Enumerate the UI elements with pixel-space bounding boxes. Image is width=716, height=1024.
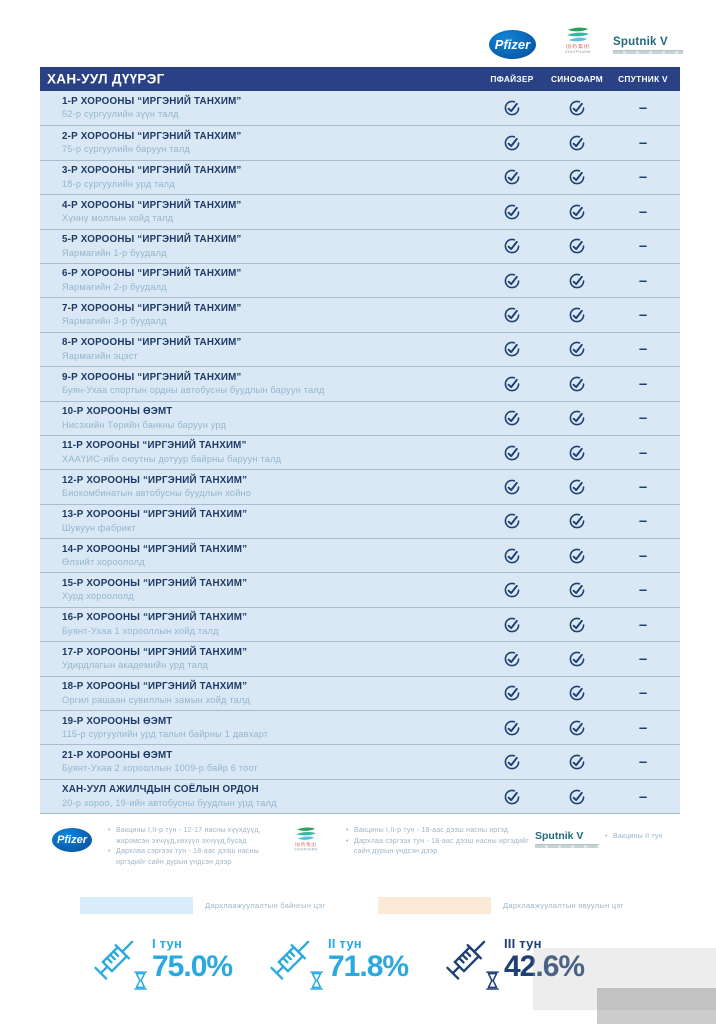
pfizer-availability-icon <box>504 650 521 667</box>
location-title: 9-Р ХОРООНЫ “ИРГЭНИЙ ТАНХИМ” <box>62 371 242 383</box>
table-row <box>40 332 680 366</box>
table-row <box>40 263 680 297</box>
column-header-sputnik: СПУТНИК V <box>618 74 668 84</box>
table-row <box>40 160 680 194</box>
stat-dose-2 <box>262 930 437 1010</box>
sinopharm-logo <box>558 26 598 54</box>
pfizer-logo-small <box>52 828 92 852</box>
pfizer-availability-icon <box>504 100 521 117</box>
dash-icon: – <box>638 99 648 117</box>
sputnik-availability-icon <box>639 341 647 358</box>
footnote-line: • Дархлаа сэргээх тун - 18-аас дээш насны иргэдийг сайн дурын үндсэн дээр <box>108 847 286 868</box>
location-subtitle: 18-р сургуулийн урд талд <box>62 178 175 189</box>
dash-icon: – <box>638 409 648 427</box>
sputnik-availability-icon <box>639 203 647 220</box>
sputnik-availability-icon <box>639 272 647 289</box>
location-subtitle: 115-р сургуулийн урд талын байрны 1 давхарт <box>62 729 269 740</box>
pfizer-availability-icon <box>504 238 521 255</box>
location-title: 6-Р ХОРООНЫ “ИРГЭНИЙ ТАНХИМ” <box>62 268 242 280</box>
sputnik-availability-icon <box>639 410 647 427</box>
sputnik-availability-icon <box>639 513 647 530</box>
sinopharm-availability-icon <box>569 547 586 564</box>
location-title: 16-Р ХОРООНЫ “ИРГЭНИЙ ТАНХИМ” <box>62 612 248 624</box>
dash-icon: – <box>638 478 648 496</box>
dose-label: III тун <box>504 936 542 951</box>
legend-permanent-label: Дархлаажуулалтын байнгын цэг <box>205 901 326 910</box>
pfizer-availability-icon <box>504 616 521 633</box>
location-subtitle: 75-р сургуулийн баруун талд <box>62 144 191 155</box>
sinopharm-availability-icon <box>569 616 586 633</box>
table-row <box>40 504 680 538</box>
location-subtitle: Яармагийн 1-р буудалд <box>62 247 167 258</box>
sinopharm-availability-icon <box>569 272 586 289</box>
pfizer-availability-icon <box>504 582 521 599</box>
district-title: ХАН-УУЛ ДҮҮРЭГ <box>47 71 165 87</box>
watermark <box>597 988 716 1024</box>
legend-permanent-swatch <box>80 897 193 914</box>
sinopharm-swoosh-icon <box>288 826 324 842</box>
dash-icon: – <box>638 306 648 324</box>
pfizer-footnote <box>52 826 292 868</box>
sputnik-availability-icon <box>639 375 647 392</box>
table-row <box>40 779 680 813</box>
dash-icon: – <box>638 719 648 737</box>
dash-icon: – <box>638 444 648 462</box>
pfizer-availability-icon <box>504 685 521 702</box>
hourglass-icon <box>309 970 324 996</box>
sinopharm-availability-icon <box>569 444 586 461</box>
sputnik-logo-small <box>535 830 599 848</box>
dash-icon: – <box>638 203 648 221</box>
location-title: 1-Р ХОРООНЫ “ИРГЭНИЙ ТАНХИМ” <box>62 95 242 107</box>
dash-icon: – <box>638 272 648 290</box>
location-title: 13-Р ХОРООНЫ “ИРГЭНИЙ ТАНХИМ” <box>62 509 248 521</box>
column-header-pfizer: ПФАЙЗЕР <box>490 74 534 84</box>
dash-icon: – <box>638 788 648 805</box>
sputnik-availability-icon <box>639 135 647 152</box>
location-subtitle: Биокомбинатын автобусны буудлын хойно <box>62 488 252 499</box>
district-header-bar <box>40 67 680 91</box>
sinopharm-swoosh-icon <box>558 26 598 44</box>
location-title: 12-Р ХОРООНЫ “ИРГЭНИЙ ТАНХИМ” <box>62 474 248 486</box>
dose-value: 75.0% <box>152 950 233 983</box>
location-subtitle: Буян-Ухаа спортын ордны автобусны буудлын баруун талд <box>62 385 325 396</box>
table-row <box>40 676 680 710</box>
table-row <box>40 435 680 469</box>
column-header-sinopharm: СИНОФАРМ <box>550 74 604 84</box>
pfizer-availability-icon <box>504 135 521 152</box>
sputnik-availability-icon <box>639 478 647 495</box>
sinopharm-availability-icon <box>569 375 586 392</box>
location-title: 21-Р ХОРООНЫ ӨЭМТ <box>62 749 173 761</box>
sinopharm-availability-icon <box>569 100 586 117</box>
dash-icon: – <box>638 616 648 634</box>
sinopharm-footnote <box>288 826 548 858</box>
sputnik-availability-icon <box>639 616 647 633</box>
hourglass-icon <box>133 970 148 996</box>
sputnik-availability-icon <box>639 169 647 186</box>
sputnik-availability-icon <box>639 788 647 805</box>
dash-icon: – <box>638 512 648 530</box>
table-row <box>40 710 680 744</box>
sinopharm-availability-icon <box>569 307 586 324</box>
sputnik-logo-tagline <box>535 844 599 848</box>
location-subtitle: Оргил рашаан сувиллын замын хойд талд <box>62 694 251 705</box>
pfizer-availability-icon <box>504 375 521 392</box>
sputnik-availability-icon <box>639 307 647 324</box>
pfizer-availability-icon <box>504 307 521 324</box>
location-subtitle: 52-р сургуулийн зүүн талд <box>62 109 179 119</box>
pfizer-availability-icon <box>504 513 521 530</box>
location-subtitle: Яармагийн эцэст <box>62 350 138 361</box>
sputnik-availability-icon <box>639 719 647 736</box>
legend-mobile-label: Дархлаажуулалтын явуулын цэг <box>503 901 624 910</box>
location-subtitle: Яармагийн 2-р буудалд <box>62 281 167 292</box>
table-row <box>40 297 680 331</box>
location-title: 15-Р ХОРООНЫ “ИРГЭНИЙ ТАНХИМ” <box>62 577 248 589</box>
pfizer-availability-icon <box>504 444 521 461</box>
dash-icon: – <box>638 340 648 358</box>
footnote-line: • Вакцины I,II-р тун - 12-17 насны хүүхдүүд, жирэмсэн эхчүүд,хөхүүл эхчүүд,бусад <box>108 826 286 847</box>
dash-icon: – <box>638 650 648 668</box>
pfizer-availability-icon <box>504 547 521 564</box>
pfizer-logo <box>489 30 536 59</box>
pfizer-availability-icon <box>504 410 521 427</box>
table-row <box>40 401 680 435</box>
pfizer-availability-icon <box>504 203 521 220</box>
table-row <box>40 194 680 228</box>
location-subtitle: Буянт-Ухаа 2 хорооллын 1009-р байр 6 тоот <box>62 763 258 774</box>
dash-icon: – <box>638 237 648 255</box>
sputnik-logo-tagline <box>613 50 683 54</box>
location-title: ХАН-УУЛ АЖИЛЧДЫН СОЁЛЫН ОРДОН <box>62 784 259 796</box>
sputnik-logo-label: Sputnik V <box>613 36 668 48</box>
sinopharm-availability-icon <box>569 478 586 495</box>
location-subtitle: ХААҮИС-ийн оюутны дотуур байрны баруун талд <box>62 453 282 464</box>
location-subtitle: 20-р хороо, 19-ийн автобусны буудлын урд талд <box>62 797 277 808</box>
location-subtitle: Өлзийт хороололд <box>62 557 145 568</box>
location-title: 7-Р ХОРООНЫ “ИРГЭНИЙ ТАНХИМ” <box>62 302 242 314</box>
sputnik-availability-icon <box>639 650 647 667</box>
sputnik-footnote <box>535 826 705 843</box>
sputnik-availability-icon <box>639 754 647 771</box>
sinopharm-availability-icon <box>569 719 586 736</box>
location-title: 10-Р ХОРООНЫ ӨЭМТ <box>62 406 173 418</box>
stat-dose-1 <box>86 930 261 1010</box>
sinopharm-cn-text: 国药集团 <box>565 44 590 50</box>
sinopharm-availability-icon <box>569 203 586 220</box>
sinopharm-availability-icon <box>569 341 586 358</box>
table-row <box>40 572 680 606</box>
sinopharm-availability-icon <box>569 169 586 186</box>
sputnik-availability-icon <box>639 238 647 255</box>
table-row <box>40 125 680 159</box>
location-subtitle: Удирдлагын академийн урд талд <box>62 660 209 671</box>
location-subtitle: Хурд хороололд <box>62 591 134 602</box>
sputnik-availability-icon <box>639 685 647 702</box>
dash-icon: – <box>638 168 648 186</box>
table-row <box>40 641 680 675</box>
table-row <box>40 91 680 125</box>
pfizer-availability-icon <box>504 272 521 289</box>
sinopharm-availability-icon <box>569 685 586 702</box>
sinopharm-en-text: SINOPHARM <box>294 847 318 852</box>
table-row <box>40 229 680 263</box>
legend-mobile-swatch <box>378 897 491 914</box>
pfizer-availability-icon <box>504 754 521 771</box>
location-subtitle: Яармагийн 3-р буудалд <box>62 316 167 327</box>
hourglass-icon <box>485 970 500 996</box>
dash-icon: – <box>638 547 648 565</box>
dose-value: 71.8% <box>328 950 409 983</box>
dash-icon: – <box>638 753 648 771</box>
footnote-line: • Вакцины I,II-р тун - 18-аас дээш насны иргэд <box>346 826 536 837</box>
sinopharm-availability-icon <box>569 582 586 599</box>
pfizer-availability-icon <box>504 341 521 358</box>
location-title: 11-Р ХОРООНЫ “ИРГЭНИЙ ТАНХИМ” <box>62 440 247 452</box>
sinopharm-logo-small <box>288 826 324 851</box>
sinopharm-availability-icon <box>569 238 586 255</box>
pfizer-availability-icon <box>504 169 521 186</box>
sputnik-logo <box>613 36 683 54</box>
sputnik-logo-label: Sputnik V <box>535 830 584 842</box>
location-title: 19-Р ХОРООНЫ ӨЭМТ <box>62 715 173 727</box>
sputnik-availability-icon <box>639 582 647 599</box>
dash-icon: – <box>638 581 648 599</box>
sputnik-availability-icon <box>639 100 647 117</box>
location-title: 14-Р ХОРООНЫ “ИРГЭНИЙ ТАНХИМ” <box>62 543 248 555</box>
location-subtitle: Буянт-Ухаа 1 хорооллын хойд талд <box>62 625 219 636</box>
pfizer-availability-icon <box>504 719 521 736</box>
table-row <box>40 469 680 503</box>
footnote-line: • Вакцины II тун <box>605 832 700 843</box>
sinopharm-en-text: SINOPHARM <box>565 50 591 54</box>
sinopharm-availability-icon <box>569 410 586 427</box>
sinopharm-availability-icon <box>569 135 586 152</box>
location-title: 17-Р ХОРООНЫ “ИРГЭНИЙ ТАНХИМ” <box>62 646 248 658</box>
location-title: 2-Р ХОРООНЫ “ИРГЭНИЙ ТАНХИМ” <box>62 130 242 142</box>
dash-icon: – <box>638 684 648 702</box>
sputnik-availability-icon <box>639 444 647 461</box>
pfizer-logo-label: Pfizer <box>57 834 87 846</box>
dash-icon: – <box>638 375 648 393</box>
location-subtitle: Нисэхийн Төрийн банкны баруун урд <box>62 419 227 430</box>
location-title: 8-Р ХОРООНЫ “ИРГЭНИЙ ТАНХИМ” <box>62 337 242 349</box>
table-body <box>40 91 680 814</box>
sinopharm-cn-text: 国药集团 <box>295 842 317 848</box>
location-subtitle: Хүннү моллын хойд талд <box>62 213 174 224</box>
location-title: 18-Р ХОРООНЫ “ИРГЭНИЙ ТАНХИМ” <box>62 681 248 693</box>
dose-label: II тун <box>328 936 362 951</box>
location-title: 3-Р ХОРООНЫ “ИРГЭНИЙ ТАНХИМ” <box>62 165 242 177</box>
pfizer-availability-icon <box>504 478 521 495</box>
sinopharm-availability-icon <box>569 754 586 771</box>
pfizer-logo-label: Pfizer <box>494 37 531 52</box>
location-title: 4-Р ХОРООНЫ “ИРГЭНИЙ ТАНХИМ” <box>62 199 242 211</box>
pfizer-availability-icon <box>504 788 521 805</box>
table-row <box>40 366 680 400</box>
dose-value: 42.6% <box>504 950 585 983</box>
table-row <box>40 538 680 572</box>
dose-label: I тун <box>152 936 182 951</box>
footnote-line: • Дархлаа сэргээх тун - 18-аас дээш насны иргэдийг сайн дурын үндсэн дээр <box>346 837 536 858</box>
sinopharm-availability-icon <box>569 788 586 805</box>
location-title: 5-Р ХОРООНЫ “ИРГЭНИЙ ТАНХИМ” <box>62 234 242 246</box>
dash-icon: – <box>638 134 648 152</box>
table-row <box>40 744 680 778</box>
location-subtitle: Шувуун фабрикт <box>62 522 136 533</box>
sputnik-availability-icon <box>639 547 647 564</box>
sinopharm-availability-icon <box>569 513 586 530</box>
sinopharm-availability-icon <box>569 650 586 667</box>
table-row <box>40 607 680 641</box>
